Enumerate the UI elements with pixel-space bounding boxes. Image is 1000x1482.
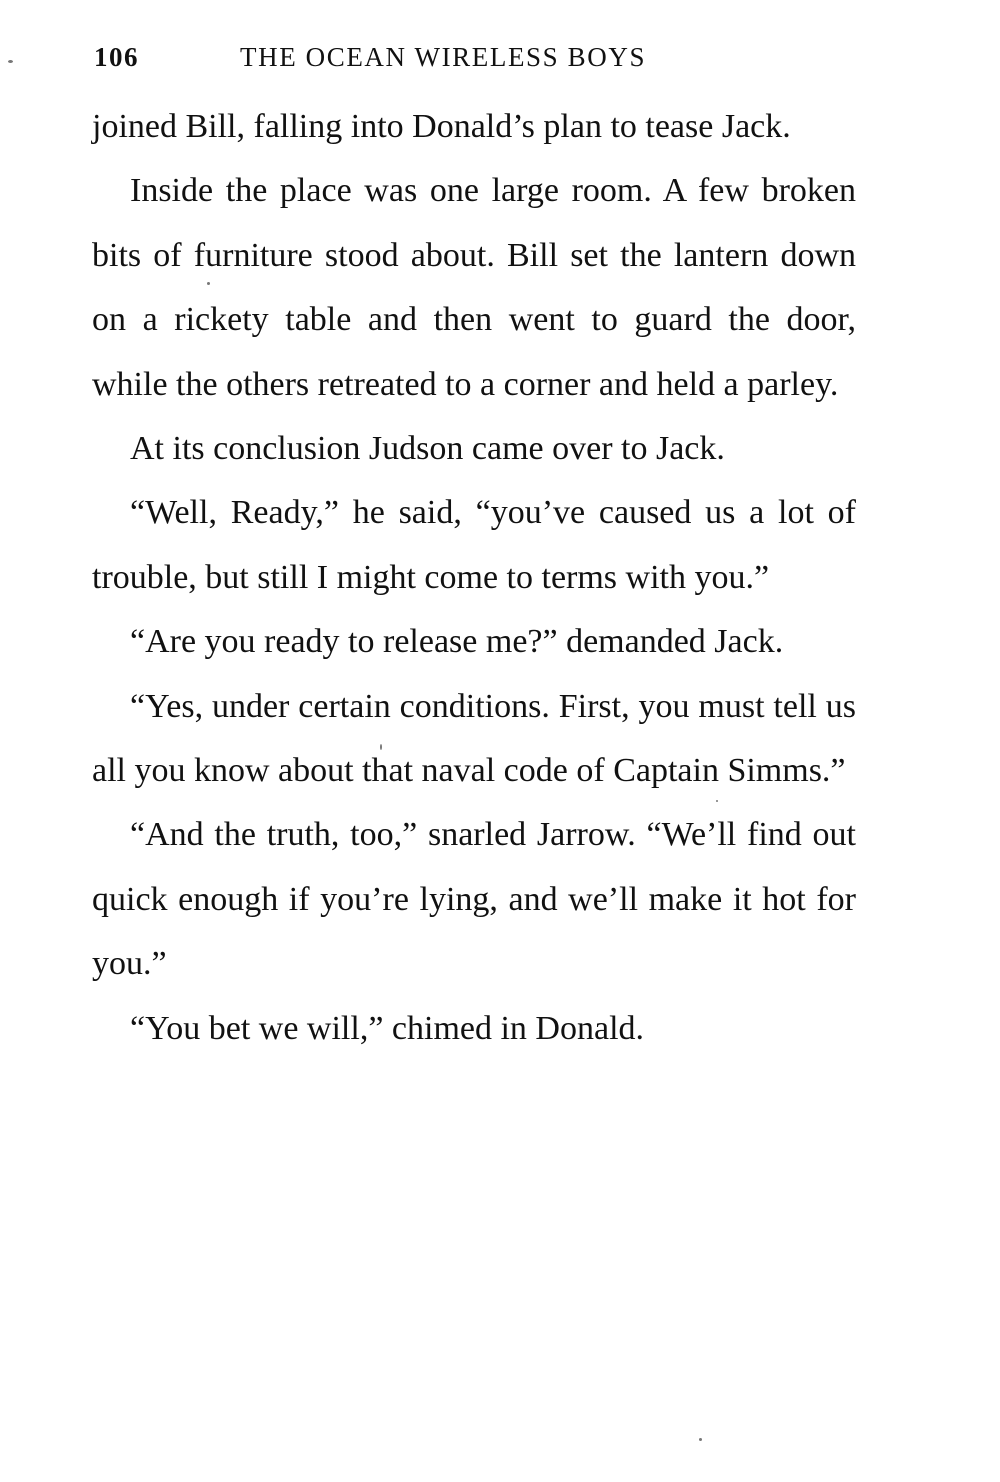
page-header xyxy=(94,38,854,82)
paragraph: “Are you ready to release me?” demanded Jack. xyxy=(130,623,784,661)
page-number: 106 xyxy=(94,42,139,72)
paragraph: Inside the place was one large room. A few broken bits of furniture stood about. Bill set the lantern down on a rickety table and then went to guard the door, while the others retreated to a corner and held a parley. xyxy=(92,172,856,403)
scan-speck xyxy=(699,1438,702,1441)
paragraph: “Yes, under certain conditions. First, you must tell us all you know about that naval code of Captain Simms.” xyxy=(92,687,856,790)
running-title: THE OCEAN WIRELESS BOYS xyxy=(240,42,647,72)
scan-speck xyxy=(716,800,718,802)
paragraph: At its conclusion Judson came over to Jack. xyxy=(130,430,725,468)
paragraph: “You bet we will,” chimed in Donald. xyxy=(130,1009,645,1047)
body-text xyxy=(92,95,856,1061)
scan-speck xyxy=(380,744,382,750)
paragraph: “Well, Ready,” he said, “you’ve caused us a lot of trouble, but still I might come to terms with you.” xyxy=(92,494,856,596)
scan-speck xyxy=(8,60,13,63)
paragraph-continuation: joined Bill, falling into Donald’s plan to tease Jack. xyxy=(92,108,791,145)
paragraph: “And the truth, too,” snarled Jarrow. “We’ll find out quick enough if you’re lying, and we’ll make it hot for you.” xyxy=(92,816,856,983)
scan-speck xyxy=(207,282,210,285)
